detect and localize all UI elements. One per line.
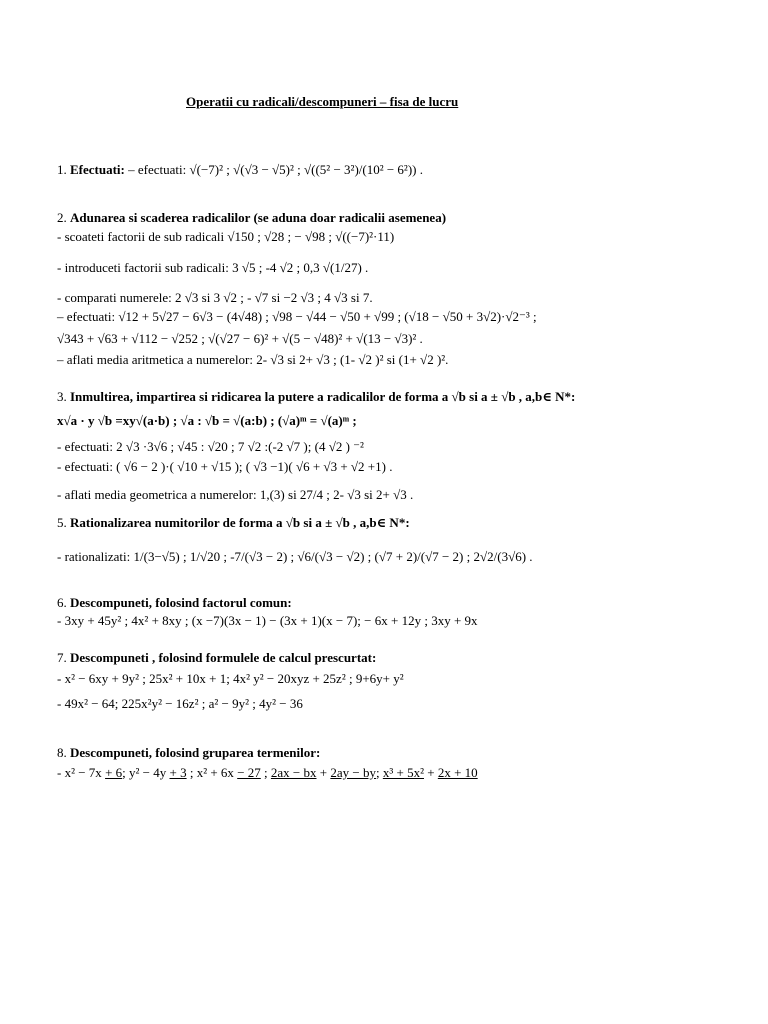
text-segment: Descompuneti, folosind gruparea termenilor: xyxy=(70,745,321,760)
text-segment: Efectuati: xyxy=(70,162,125,177)
section-6-line-a xyxy=(57,614,478,627)
text-segment: x√a · y √b =xy√(a·b) ; √a : √b = √(a:b) ; (√a)ᵐ = √(a)ᵐ ; xyxy=(57,413,357,428)
text-segment: 7. xyxy=(57,650,70,665)
text-segment: 3. xyxy=(57,389,70,404)
text-segment: + 6 xyxy=(105,765,123,780)
section-2-line-a xyxy=(57,230,394,243)
text-segment: 5. xyxy=(57,515,70,530)
text-segment: ; x² + 6x xyxy=(186,765,238,780)
text-segment: + 3 xyxy=(169,765,187,780)
section-1-line xyxy=(57,163,423,176)
section-3-heading xyxy=(57,390,575,403)
text-segment: - efectuati: ( √6 − 2 )·( √10 + √15 ); ( √3 −1)( √6 + √3 + √2 +1) . xyxy=(57,459,393,474)
text-segment: - comparati numerele: 2 √3 si 3 √2 ; - √7 si −2 √3 ; 4 √3 si 7. xyxy=(57,290,373,305)
section-3-line-b xyxy=(57,440,364,453)
text-segment: - introduceti factorii sub radicali: 3 √5 ; -4 √2 ; 0,3 √(1/27) . xyxy=(57,260,369,275)
section-7-heading xyxy=(57,651,376,664)
section-6-heading xyxy=(57,596,292,609)
text-segment: Descompuneti, folosind factorul comun: xyxy=(70,595,292,610)
text-segment: Rationalizarea numitorilor de forma a √b si a ± √b , a,b∈ N*: xyxy=(70,515,410,530)
text-segment: – efectuati: √12 + 5√27 − 6√3 − (4√48) ; √98 − √44 − √50 + √99 ; (√18 − √50 + 3√2)·√2⁻³ ; xyxy=(57,309,537,324)
text-segment: 2. xyxy=(57,210,70,225)
text-segment: x³ + 5x² xyxy=(382,765,424,780)
text-segment: - x² − 7x xyxy=(57,765,106,780)
text-segment: ; xyxy=(260,765,271,780)
section-2-line-d xyxy=(57,310,537,323)
text-segment: + xyxy=(423,765,438,780)
section-2-line-e xyxy=(57,332,423,345)
text-segment: - rationalizati: 1/(3−√5) ; 1/√20 ; -7/(√3 − 2) ; √6/(√3 − √2) ; (√7 + 2)/(√7 − 2) ; 2√2/(3√6) . xyxy=(57,549,533,564)
text-segment: Descompuneti , folosind formulele de calcul prescurtat: xyxy=(70,650,377,665)
section-8-heading xyxy=(57,746,320,759)
section-3-line-c xyxy=(57,460,392,473)
text-segment: - aflati media geometrica a numerelor: 1,(3) si 27/4 ; 2- √3 si 2+ √3 . xyxy=(57,487,414,502)
text-segment: Adunarea si scaderea radicalilor (se aduna doar radicalii asemenea) xyxy=(70,210,447,225)
section-5-heading xyxy=(57,516,410,529)
section-2-line-c xyxy=(57,291,373,304)
text-segment: - efectuati: 2 √3 ·3√6 ; √45 : √20 ; 7 √2 :(-2 √7 ); (4 √2 ) ⁻² xyxy=(57,439,364,454)
section-3-line-d xyxy=(57,488,413,501)
section-2-line-f xyxy=(57,353,448,366)
text-segment: - x² − 6xy + 9y² ; 25x² + 10x + 1; 4x² y² − 20xyz + 25z² ; 9+6y+ y² xyxy=(57,671,404,686)
section-5-line-a xyxy=(57,550,533,563)
section-2-heading xyxy=(57,211,446,224)
text-segment: − 27 xyxy=(237,765,261,780)
text-segment: ; y² − 4y xyxy=(122,765,170,780)
section-3-formulas xyxy=(57,414,357,427)
text-segment: 2ay − by xyxy=(330,765,376,780)
section-2-line-b xyxy=(57,261,368,274)
text-segment: 2x + 10 xyxy=(437,765,478,780)
page-title: Operatii cu radicali/descompuneri – fisa de lucru xyxy=(186,94,459,109)
text-segment: – aflati media aritmetica a numerelor: 2- √3 si 2+ √3 ; (1- √2 )² si (1+ √2 )². xyxy=(57,352,449,367)
text-segment: - scoateti factorii de sub radicali √150 ; √28 ; − √98 ; √((−7)²·11) xyxy=(57,229,395,244)
text-segment: – efectuati: √(−7)² ; √(√3 − √5)² ; √((5² − 3²)/(10² − 6²)) . xyxy=(124,162,423,177)
text-segment: Inmultirea, impartirea si ridicarea la putere a radicalilor de forma a √b si a ± √b , a,b∈ N*: xyxy=(70,389,576,404)
text-segment: 2ax − bx xyxy=(270,765,317,780)
text-segment: - 49x² − 64; 225x²y² − 16z² ; a² − 9y² ; 4y² − 36 xyxy=(57,696,303,711)
text-segment: ; xyxy=(375,765,383,780)
section-8-line-a xyxy=(57,766,478,779)
text-segment: 1. xyxy=(57,162,70,177)
section-7-line-b xyxy=(57,697,303,710)
text-segment: - 3xy + 45y² ; 4x² + 8xy ; (x −7)(3x − 1) − (3x + 1)(x − 7); − 6x + 12y ; 3xy + 9x xyxy=(57,613,478,628)
text-segment: 8. xyxy=(57,745,70,760)
text-segment: √343 + √63 + √112 − √252 ; √(√27 − 6)² + √(5 − √48)² + √(13 − √3)² . xyxy=(57,331,423,346)
section-7-line-a xyxy=(57,672,404,685)
text-segment: 6. xyxy=(57,595,70,610)
text-segment: + xyxy=(316,765,331,780)
